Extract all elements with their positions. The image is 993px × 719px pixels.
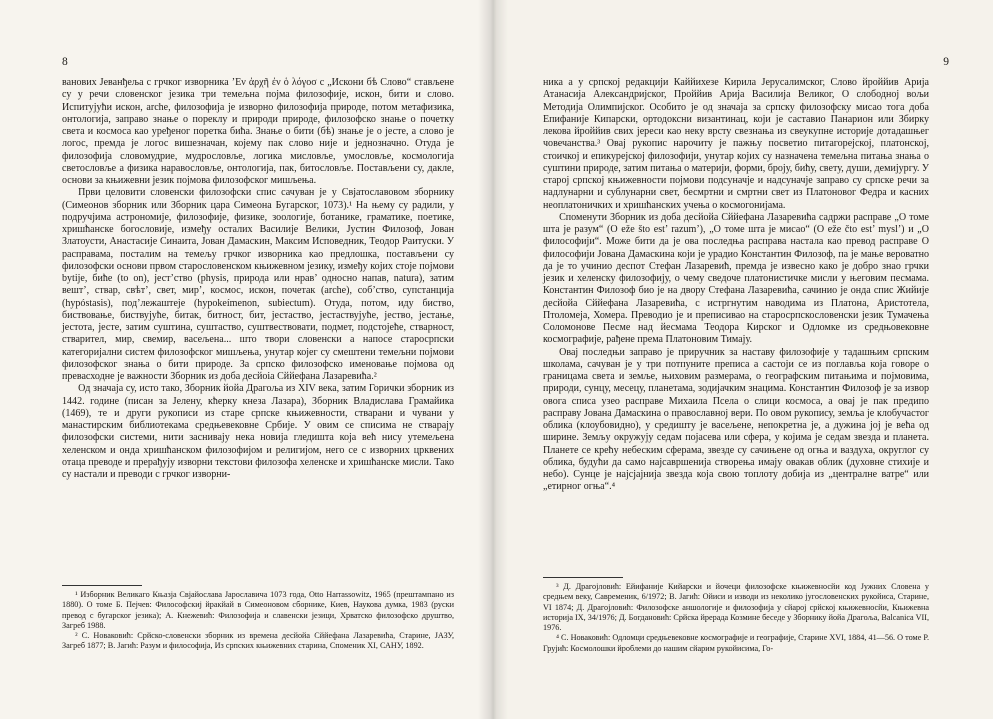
- paragraph: Овај последњи заправо је приручник за наставу филозофије у тадашњим српским школама, сачуван је у три потпуните преписа а састоји се из поглавља која говоре о границама света и земље, њиховим размерама, о географским питањима и појмовима, природи, сунцу, месецу, планетама, зодијачким знацима. Константин Филозоф је за извор овога списа узео расправе Михаила Псела о слици космоса, а овај је пак предипо расправу Јована Дамаскина о православној вери. По овом рукопису, земља је клобучастог облика (клоубовидно), у средишту је васељене, непокретна је, а дужина јој је већа од ширине. Земљу окружују седам појасева или сфера, у којима је седам звезда и планета. Планете се крећу небеским сферама, звезде су сачињене од огња и ваздуха, округлог су облика, будући да само најсавршенија створења имају овакав облик (духовне стихије и небо). Сунце је најсјајнија звезда која свою топлоту добија из „централне ватре“ или „етирног огња“.⁴: [543, 346, 929, 493]
- paragraph: ника а у српској редакцији Каййихезе Кирила Јерусалимског, Слово йроййив Арија Атанасија Александријског, Проййив Арија Василија Великог, О слободној вољи Методија Олимпијског. Особито је од значаја за српску филозофску мисао тога доба Епифаније Кипарски, ортодоксни византинац, који је саставио Панарион или Збирку лекова йроййив свих јереси као некy врсту свезнања из свеукупне историје дотадашњег човечанства.³ Овај рукопис нарочиту је пажњу посветио питагорејској, платонској, стоичкој и епикурејској филозофији, унутар којих су назначена темељна питања знања о суштини природе, затим питања о материји, форми, броју, бићу, свету, души, демијургу. У старој српској књижевности појмови подсуначје и надсуначје заправо су српске речи за надлунарни и сублунарни свет, бесмртни и смртни свет из Платоновог Федра и касних неоплатоничких и хришћанских учења о космогонијама.: [543, 77, 929, 211]
- footnote: ³ Д. Драгојловић: Ейифаније Кийарски и йочеци филозофске књижевносйи код Јужних Словена у средњем веку, Савременик, 6/1972; В. Јагић: Ойиси и изводи из неколико југословенских рукойиса, Старине, VI 1874; Д. Драгојловић: Филозофске аншологије и филозофија у сйарој срйској књижевносйи, Књижевна историја IX, 34/1976; Д. Богдановић: Срйска йрерада Козмине беседе у Зборнику йойа Драгоља, Balcanica VII, 1976.: [543, 582, 929, 633]
- footnotes: [62, 585, 454, 652]
- paragraph: Од значаја су, исто тако, Зборник йойа Драгоља из XIV века, затим Горички зборник из 1442. године (писан за Јелену, кћерку кнеза Лазара), Зборник Владислава Грамайика (1469), те и други рукописи из старе српске књижевности, стварани и чувани у манастирским библиотекама средњевековне Србије. У овим се списима не ствараjу филозофски системи, нити заснивају нека новија гледишта која већ нису утемељена хеленском и онда хришћанском филозофијом и религијом, него се с изворних црквених отаца преводе и прерађују изворни текстови филозофа хеленске и хришћанске мисли. Тако су настали и преводи с грчког изворни-: [62, 383, 454, 480]
- right-page: [493, 0, 993, 719]
- footnote: ¹ Изборник Великаго Књазја Свјайослава Јарославича 1073 года, Otto Harrassowitz, 1965 (прештампано из 1880). О томе Б. Пејчев: Философскиј йракйай в Симеоновом сборнике, Киев, Наукова думка, 1983 (руски превод с бугарског језика); А. Кнежевић: Филозофија и славенски језици, Хрватско филозофско друштво, Загреб 1988.: [62, 590, 454, 630]
- paragraph: ванових Јеванђеља с грчког изворника ’Εν ἀρχῆ ἐν ὁ λόγοσ с „Искони бѣ Слово“ стављене су у речи словенског језика три темељна појма филозофије, искон, бити и слово. Испитујући искон, arche, филозофија је изворно филозофија природе, потом метафизика, онтологија, заправо знање о пореклу и природи природе, филозофско знање о почетку света и космоса као уређеног поретка бића. Знање о бити (бѣ) знање је о јесте, а слово је логос, премда је логос вишезначан, којему пак слово није и једнозначно. Отуда је филозофија словомудрие, мудрословље, логика мисловље, умословље, космологија светословље а физика наравословље, онтологија, пак, битословље. Постављени су, дакле, основи за књижевни језик појмова филозофског мишљења.: [62, 77, 454, 186]
- left-page: [0, 0, 493, 719]
- page-number: 8: [62, 56, 68, 68]
- footnote: ⁴ С. Новаковић: Одломци средњевековне космографије и географије, Старине XVI, 1884, 41—56. О томе Р. Грујић: Космолошки йроблеми до нашим сйарим рукойисима, Го-: [543, 633, 929, 653]
- body-text: [543, 77, 929, 494]
- footnote: ² С. Новаковић: Срйско-словенски зборник из времена десйойа Сййефана Лазаревића, Старине, ЈАЗУ, Загреб 1877; В. Јагић: Разум и философија, Из српских књижевних старина, Споменик XI, САНУ, 1892.: [62, 631, 454, 651]
- paragraph: Споменути Зборник из доба десйойа Сййефана Лазаревића садржи расправе „О томе шта је разум“ (O eže što est’ razum’), „О томе шта је мисао“ (O eže čto est’ mysl’) и „О философији“. Може бити да је ова последња расправа настала као превод расправе О философији Јована Дамаскина који је урадио Константин Филозоф, па је мање вероватно да је то учинио деспот Стефан Лазаревић, премда је извесно како је добро знао грчки језик и хеленску филозофију, о чему сведоче платонистичке мисли у његовим песмама. Константин Филозоф био је на двору Стефана Лазаревића, сачинио је онда спис Жийије десйойа Сййефана Лазаревића, с истргнутим наводима из Платона, Аристотела, Птоломеја, Хомера. Преводио је и преписивао на старосрпскословенски језик Тумачења Соломонове Песме над йесмама Теодора Кирског и Одломке из средњовековне космографије, рађене према Платоновим Тимају.: [543, 211, 929, 346]
- paragraph: Први целовити словенски филозофски спис сачуван је у Свјатославовом зборнику (Симеонов зборник или Зборник цара Симеона Бугарског, 1073).¹ На њему су радили, у подручјима астрономије, филозофије, физике, зоологије, ботанике, граматике, поетике, хришћанске богословије, између осталих Василије Велики, Јустин Филозоф, Јован Златоусти, Анастасије Синаита, Јован Дамаскин, Максим Исповедник, Теодор Раитуски. У расправама, посталим на темељу грчког изворника као предлошка, постављени су филозофски основи првом старословенском књижевном језику, између којих стоје појмови bytije, биће (to on), јест’ство (physis, природа или нрав’ односно напав, natura), затим вешт’, ствар, свѣт’, свет, мир’, космос, искон, почетак (arche), соб’ство, супстанција (hypóstasis), под’лежаштеје (hypokeímenon, subiectum). Отуда, потом, иду биство, биствовање, биствујуће, битак, битност, бит, јестаство, јестаствујуће, јество, јестање, јестота, јесте, затим суштина, суштаство, суштвествовати, подмет, подстојеће, стварност, стварител, мир, свемир, васељена... што твори словенски а напосе старосрпски категоријални систем филозофског мишљења, унутар којег су смештени темељни појмови филозофског знања о бити природе. За српско филозофско именовање појмова од превасходне је важности Зборник из доба десйоiа Сййефана Лазаревића.²: [62, 187, 454, 382]
- page-number: 9: [943, 56, 949, 68]
- footnote-rule: [543, 577, 623, 578]
- footnotes: [543, 577, 929, 654]
- footnote-rule: [62, 585, 142, 586]
- body-text: [62, 77, 454, 481]
